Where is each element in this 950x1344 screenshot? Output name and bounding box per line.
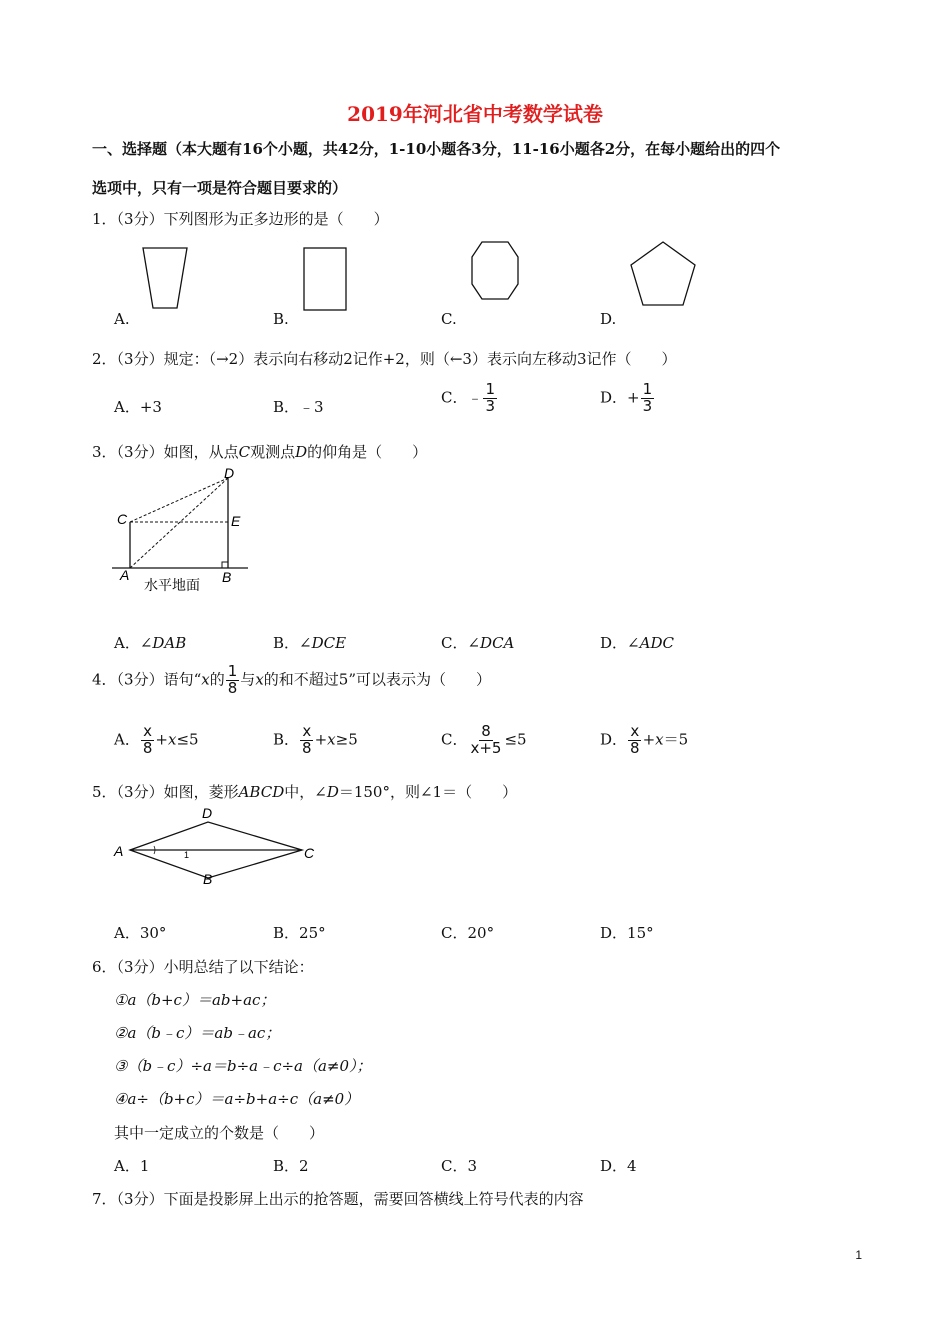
fraction-denominator: 8 — [302, 738, 312, 757]
q1-option-b: B. — [273, 310, 289, 328]
q4-option-d — [600, 724, 688, 757]
label-b: B — [222, 569, 232, 585]
label-d: D — [224, 465, 235, 481]
fraction-numerator: x — [143, 722, 153, 740]
q3-option-d — [600, 632, 674, 653]
q3-option-c — [441, 632, 514, 653]
fraction — [226, 664, 240, 697]
q6-statement-3: ③（b﹣c）÷a＝b÷a﹣c÷a（a≠0）； — [114, 1057, 372, 1075]
q2-option-c — [441, 382, 498, 415]
q3-point-d: D — [295, 443, 308, 461]
q3-option-a — [114, 632, 186, 653]
fraction — [483, 382, 497, 415]
q5-stem-pre: 5．（3分）如图，菱形 — [92, 783, 239, 801]
trapezoid-figure — [135, 244, 195, 312]
q6-option-a: A．1 — [114, 1157, 150, 1175]
q2-option-d-prefix: D．+ — [600, 388, 640, 407]
q4-option-a-relation: ≤5 — [176, 730, 199, 749]
q1-option-c: C. — [441, 310, 457, 328]
q5-option-c: C．20° — [441, 924, 495, 942]
q4-option-c — [441, 724, 527, 757]
section-heading-line1: 一、选择题（本大题有16个小题，共42分，1-10小题各3分，11-16小题各2分，在每小题给出的四个 — [92, 140, 781, 158]
label-angle-1: 1 — [184, 850, 190, 860]
label-d: D — [202, 806, 213, 821]
q4-option-d-prefix: D． — [600, 730, 628, 749]
plus-sign: + — [314, 730, 328, 749]
q1-option-d: D. — [600, 310, 617, 328]
fraction-denominator: 8 — [227, 678, 238, 697]
pentagon-figure — [626, 238, 700, 310]
q4-option-c-prefix: C． — [441, 730, 468, 749]
fraction-denominator: x+5 — [470, 738, 502, 757]
var-x: x — [655, 730, 664, 749]
q4-stem-de: 的 — [209, 670, 225, 689]
q3-option-b-value: DCE — [311, 634, 347, 652]
q3-option-d-prefix: D．∠ — [600, 634, 640, 652]
fraction-numerator: 1 — [227, 662, 238, 680]
q3-option-d-value: ADC — [639, 634, 674, 652]
fraction — [141, 724, 155, 757]
octagon-figure — [468, 239, 522, 303]
fraction-numerator: x — [630, 722, 640, 740]
question-6-stem: 6．（3分）小明总结了以下结论： — [92, 958, 314, 976]
q6-option-b: B．2 — [273, 1157, 309, 1175]
fraction-denominator: 3 — [642, 396, 653, 415]
fraction-numerator: 1 — [642, 380, 653, 398]
q3-stem-pre: 3．（3分）如图，从点 — [92, 443, 239, 461]
q3-option-c-value: DCA — [480, 634, 515, 652]
q6-statement-1: ①a（b+c）＝ab+ac； — [114, 991, 276, 1009]
q5-stem-post: ＝150°，则∠1＝（ ） — [338, 783, 518, 801]
fraction — [628, 724, 642, 757]
q6-statement-2: ②a（b﹣c）＝ab﹣ac； — [114, 1024, 281, 1042]
q3-stem-post: 的仰角是（ ） — [307, 443, 428, 461]
q4-stem-pre: 4．（3分）语句“ — [92, 670, 202, 689]
question-2-stem: 2．（3分）规定：（→2）表示向右移动2记作+2，则（←3）表示向左移动3记作（ ） — [92, 350, 677, 368]
question-5-stem — [92, 781, 517, 802]
q4-option-b-prefix: B． — [273, 730, 300, 749]
label-a: A — [120, 567, 130, 583]
rhombus-figure — [108, 806, 322, 888]
fraction-denominator: 8 — [142, 738, 153, 757]
q3-point-c: C — [238, 443, 251, 461]
elevation-angle-figure — [108, 464, 258, 600]
q2-option-b: B．﹣3 — [273, 398, 324, 416]
q4-stem-yu: 与 — [240, 670, 256, 689]
fraction-denominator: 8 — [630, 738, 640, 757]
q4-option-b-relation: ≥5 — [335, 730, 358, 749]
label-c: C — [304, 845, 315, 861]
q4-var-x: x — [201, 670, 210, 689]
q4-stem-post: 的和不超过5”可以表示为（ ） — [263, 670, 491, 689]
question-7-stem: 7．（3分）下面是投影屏上出示的抢答题，需要回答横线上符号代表的内容 — [92, 1190, 584, 1208]
q5-stem-mid: 中，∠ — [284, 783, 327, 801]
q2-option-d — [600, 382, 655, 415]
q1-option-a: A. — [114, 310, 130, 328]
fraction-numerator: x — [302, 722, 312, 740]
q5-option-b: B．25° — [273, 924, 326, 942]
fraction-numerator: 8 — [481, 722, 491, 740]
label-ground: 水平地面 — [144, 578, 200, 594]
q4-option-d-relation: ＝5 — [663, 730, 689, 749]
q6-option-d: D．4 — [600, 1157, 637, 1175]
fraction — [300, 724, 314, 757]
fraction — [641, 382, 655, 415]
page-title: 2019年河北省中考数学试卷 — [347, 102, 603, 126]
question-4-stem — [92, 664, 491, 697]
q2-option-c-prefix: C．﹣ — [441, 388, 483, 407]
var-x: x — [327, 730, 336, 749]
rectangle-figure — [300, 246, 350, 312]
q6-ask: 其中一定成立的个数是（ ） — [114, 1124, 325, 1142]
question-1-stem: 1．（3分）下列图形为正多边形的是（ ） — [92, 210, 389, 228]
var-x: x — [167, 730, 177, 749]
q6-statement-4: ④a÷（b+c）＝a÷b+a÷c（a≠0） — [114, 1090, 360, 1108]
fraction — [468, 724, 503, 757]
fraction-numerator: 1 — [485, 380, 496, 398]
q4-var-x: x — [255, 670, 264, 689]
question-3-stem — [92, 441, 427, 462]
q2-option-a: A．+3 — [114, 398, 162, 416]
q5-option-a: A．30° — [114, 924, 167, 942]
q6-option-c: C．3 — [441, 1157, 478, 1175]
section-heading-line2: 选项中，只有一项是符合题目要求的） — [92, 179, 348, 197]
plus-sign: + — [155, 730, 168, 749]
q3-option-a-value: DAB — [152, 634, 187, 652]
q4-option-a-prefix: A． — [114, 730, 140, 749]
q4-option-a — [114, 724, 199, 757]
q3-option-c-prefix: C．∠ — [441, 634, 481, 652]
q3-option-b-prefix: B．∠ — [273, 634, 312, 652]
q5-angle-d: D — [326, 783, 339, 801]
label-c: C — [117, 511, 128, 527]
q4-option-c-relation: ≤5 — [504, 730, 527, 749]
q3-option-b — [273, 632, 346, 653]
label-e: E — [231, 513, 241, 529]
label-a: A — [114, 843, 124, 859]
page-number: 1 — [855, 1248, 862, 1262]
q4-option-b — [273, 724, 358, 757]
q5-rhombus-name: ABCD — [238, 783, 285, 801]
label-b: B — [203, 871, 213, 887]
plus-sign: + — [642, 730, 656, 749]
q5-option-d: D．15° — [600, 924, 654, 942]
q3-option-a-prefix: A．∠ — [114, 634, 153, 652]
fraction-denominator: 3 — [485, 396, 496, 415]
q3-stem-mid: 观测点 — [250, 443, 296, 461]
